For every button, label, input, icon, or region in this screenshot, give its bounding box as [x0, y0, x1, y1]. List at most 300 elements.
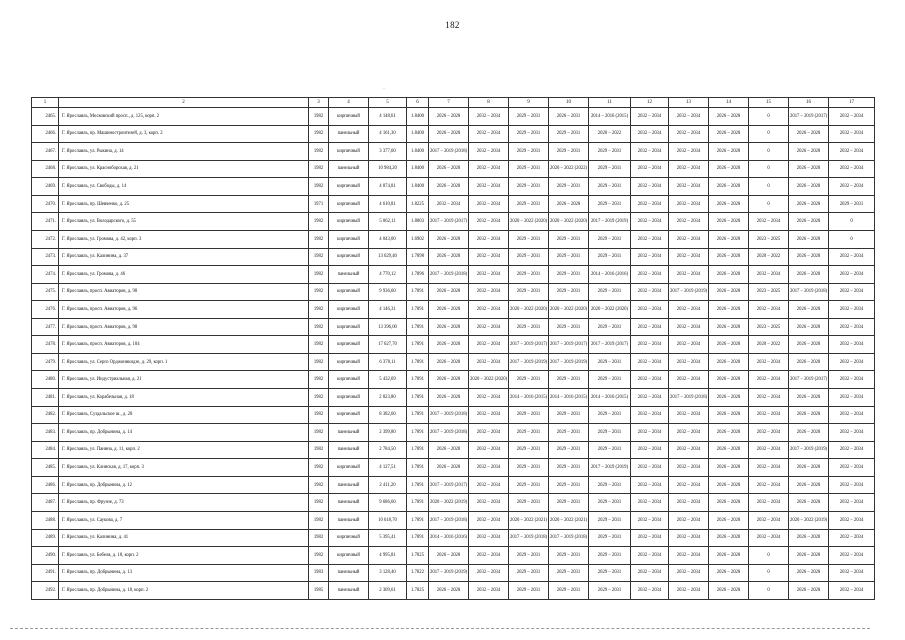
table-cell: 2032 – 2034 [469, 301, 509, 319]
table-cell: 2029 – 2031 [509, 441, 549, 459]
table-cell: 0 [749, 125, 789, 143]
table-cell: 2032 – 2034 [469, 283, 509, 301]
table-cell: 2026 – 2028 [709, 529, 749, 547]
table-cell: панельный [329, 424, 369, 442]
table-cell: кирпичный [329, 195, 369, 213]
table-cell: 2026 – 2028 [429, 336, 469, 354]
table-cell: 2020 – 2022 (2021) [509, 511, 549, 529]
table-cell: панельный [329, 125, 369, 143]
table-cell: 2029 – 2031 [589, 582, 631, 600]
table-cell: 2029 – 2031 [549, 494, 589, 512]
table-cell: 2032 – 2034 [469, 459, 509, 477]
table-row [32, 301, 875, 319]
table-cell: 2029 – 2031 [509, 371, 549, 389]
stray-mark: · [383, 86, 385, 92]
row-number: 2475. [32, 283, 59, 301]
table-cell: панельный [329, 511, 369, 529]
table-cell: 2032 – 2034 [829, 564, 875, 582]
header-cell: 17 [829, 98, 875, 108]
table-cell: 2026 – 2028 [709, 108, 749, 126]
table-cell: 4 874,81 [369, 178, 407, 196]
table-cell: 2032 – 2034 [631, 318, 669, 336]
table-row [32, 511, 875, 529]
header-cell: 14 [709, 98, 749, 108]
table-cell: 0 [749, 108, 789, 126]
table-cell: 2032 – 2034 [669, 494, 709, 512]
table-cell: 2014 – 2016 (2016) [429, 529, 469, 547]
table-cell: 2032 – 2034 [469, 125, 509, 143]
table-cell: 2017 – 2019 (2017) [789, 108, 829, 126]
table-row [32, 195, 875, 213]
table-cell: 2032 – 2034 [829, 178, 875, 196]
table-cell: 2032 – 2034 [669, 336, 709, 354]
table-cell: 2026 – 2028 [709, 248, 749, 266]
table-cell: 2026 – 2028 [709, 371, 749, 389]
table-cell: 0 [749, 160, 789, 178]
table-cell: кирпичный [329, 353, 369, 371]
table-cell: 2020 – 2022 [589, 125, 631, 143]
table-cell: 2026 – 2028 [789, 494, 829, 512]
table-cell: 2032 – 2034 [631, 160, 669, 178]
table-row [32, 547, 875, 565]
table-cell: 1982 [309, 371, 329, 389]
table-cell: 1982 [309, 547, 329, 565]
table-cell: 1982 [309, 143, 329, 161]
address-cell: Г. Ярославль, Московский просп., д. 125, корп. 2 [59, 108, 309, 126]
table-row [32, 459, 875, 477]
row-number: 2490. [32, 547, 59, 565]
table-cell: 2029 – 2031 [589, 160, 631, 178]
table-row [32, 143, 875, 161]
table-cell: 2017 – 2019 (2019) [429, 564, 469, 582]
table-cell: 2026 – 2028 [709, 301, 749, 319]
table-cell: 2029 – 2031 [549, 424, 589, 442]
table-cell: 2029 – 2031 [509, 108, 549, 126]
table-cell: 0 [749, 582, 789, 600]
header-cell: 13 [669, 98, 709, 108]
table-cell: 2032 – 2034 [749, 406, 789, 424]
table-cell: 1.8400 [407, 178, 429, 196]
table-cell: 2026 – 2028 [789, 178, 829, 196]
table-cell: 2032 – 2034 [631, 301, 669, 319]
table-cell: 2014 – 2016 (2016) [589, 266, 631, 284]
table-row [32, 248, 875, 266]
table-cell: 2032 – 2034 [829, 511, 875, 529]
header-cell: 16 [789, 98, 829, 108]
table-row [32, 582, 875, 600]
table-cell: 2020 – 2022 (2020) [509, 301, 549, 319]
table-cell: 2026 – 2028 [789, 424, 829, 442]
table-cell: 2026 – 2028 [789, 266, 829, 284]
table-cell: 2032 – 2034 [749, 266, 789, 284]
row-number: 2471. [32, 213, 59, 231]
table-cell: кирпичный [329, 178, 369, 196]
table-cell: кирпичный [329, 283, 369, 301]
table-cell: 2032 – 2034 [829, 336, 875, 354]
table-cell: 1.7891 [407, 511, 429, 529]
table-cell: 2032 – 2034 [669, 582, 709, 600]
address-cell: Г. Ярославль, ул. Бебеля, д. 18, корп. 2 [59, 547, 309, 565]
table-cell: 1.8003 [407, 213, 429, 231]
table-cell: 2032 – 2034 [749, 371, 789, 389]
table-cell: 10 984,20 [369, 160, 407, 178]
table-cell: 2026 – 2028 [789, 213, 829, 231]
table-cell: 2026 – 2028 [429, 371, 469, 389]
table-cell: 2020 – 2022 (2020) [589, 301, 631, 319]
table-cell: 9 686,60 [369, 494, 407, 512]
table-cell: 2029 – 2031 [509, 160, 549, 178]
table-cell: 2026 – 2028 [789, 529, 829, 547]
table-cell: 2032 – 2034 [469, 476, 509, 494]
address-cell: Г. Ярославль, ул. Красноборская, д. 21 [59, 160, 309, 178]
table-cell: 2020 – 2022 (2020) [549, 301, 589, 319]
table-cell: 2026 – 2028 [429, 160, 469, 178]
table-cell: 1.7891 [407, 441, 429, 459]
table-row [32, 125, 875, 143]
register-table [31, 97, 875, 600]
table-cell: 1.7891 [407, 529, 429, 547]
table-row [32, 108, 875, 126]
table-cell: 2032 – 2034 [669, 406, 709, 424]
table-cell: 0 [829, 230, 875, 248]
table-cell: 1.7891 [407, 318, 429, 336]
header-cell: 1 [32, 98, 59, 108]
address-cell: Г. Ярославль, ул. Саукова, д. 7 [59, 511, 309, 529]
table-cell: 2017 – 2019 (2017) [509, 336, 549, 354]
table-row [32, 476, 875, 494]
table-cell: 1971 [309, 195, 329, 213]
table-cell: 2032 – 2034 [829, 266, 875, 284]
table-cell: 2029 – 2031 [549, 582, 589, 600]
table-cell: 2032 – 2034 [631, 476, 669, 494]
table-cell: 1.8400 [407, 125, 429, 143]
address-cell: Г. Ярославль, ул. Панина, д. 11, корп. 2 [59, 441, 309, 459]
table-cell: 2020 – 2022 (2020) [549, 213, 589, 231]
table-cell: 2032 – 2034 [631, 582, 669, 600]
table-cell: 2032 – 2034 [631, 336, 669, 354]
address-cell: Г. Ярославль, просп. Авиаторов, д. 104 [59, 336, 309, 354]
table-cell: 2032 – 2034 [631, 248, 669, 266]
table-cell: 2032 – 2034 [749, 529, 789, 547]
table-cell: 2032 – 2034 [669, 160, 709, 178]
header-cell: 10 [549, 98, 589, 108]
table-cell: 2017 – 2019 (2019) [669, 283, 709, 301]
row-number: 2483. [32, 424, 59, 442]
table-cell: 2032 – 2034 [669, 195, 709, 213]
table-cell: 1982 [309, 160, 329, 178]
address-cell: Г. Ярославль, пр. Добрынина, д. 14 [59, 424, 309, 442]
table-cell: 2032 – 2034 [829, 494, 875, 512]
table-cell: 2032 – 2034 [631, 230, 669, 248]
table-cell: 1982 [309, 108, 329, 126]
table-cell: 2029 – 2031 [589, 283, 631, 301]
table-cell: 2032 – 2034 [669, 547, 709, 565]
table-cell: 2032 – 2034 [469, 336, 509, 354]
table-cell: 1.7891 [407, 459, 429, 477]
table-cell: 4 146,31 [369, 301, 407, 319]
address-cell: Г. Ярославль, пр. Добрынина, д. 13 [59, 564, 309, 582]
table-cell: 2 411,20 [369, 476, 407, 494]
table-cell: 2017 – 2019 (2017) [589, 336, 631, 354]
table-cell: кирпичный [329, 371, 369, 389]
address-cell: Г. Ярославль, просп. Авиаторов, д. 96 [59, 301, 309, 319]
table-cell: кирпичный [329, 459, 369, 477]
table-cell: 2029 – 2031 [589, 195, 631, 213]
table-cell: 2032 – 2034 [669, 125, 709, 143]
table-cell: 0 [749, 564, 789, 582]
table-cell: 2032 – 2034 [669, 441, 709, 459]
table-cell: 2032 – 2034 [749, 476, 789, 494]
table-cell: 2032 – 2034 [669, 301, 709, 319]
row-number: 2472. [32, 230, 59, 248]
table-cell: 2029 – 2031 [589, 564, 631, 582]
table-cell: 2026 – 2028 [709, 195, 749, 213]
table-cell: 1982 [309, 529, 329, 547]
table-cell: 1982 [309, 125, 329, 143]
page-edge-rule [10, 628, 870, 629]
table-cell: 2014 – 2016 (2015) [589, 389, 631, 407]
address-cell: Г. Ярославль, ул. Серго Орджоникидзе, д. 29, корп. 1 [59, 353, 309, 371]
table-cell: 2014 – 2016 (2015) [549, 389, 589, 407]
table-cell: 2026 – 2028 [709, 178, 749, 196]
table-cell: 2032 – 2034 [829, 283, 875, 301]
table-cell: 2032 – 2034 [469, 441, 509, 459]
table-cell: 2032 – 2034 [669, 371, 709, 389]
row-number: 2474. [32, 266, 59, 284]
table-cell: 1.8225 [407, 195, 429, 213]
header-cell: 4 [329, 98, 369, 108]
table-cell: 9 936,60 [369, 283, 407, 301]
table-cell: 2026 – 2028 [709, 336, 749, 354]
table-cell: 2029 – 2031 [589, 547, 631, 565]
table-row [32, 160, 875, 178]
table-cell: 2032 – 2034 [829, 125, 875, 143]
table-row [32, 336, 875, 354]
table-cell: 1.7822 [407, 564, 429, 582]
address-cell: Г. Ярославль, ул. Индустриальная, д. 21 [59, 371, 309, 389]
table-cell: 2026 – 2028 [709, 318, 749, 336]
address-cell: Г. Ярославль, пр. Шевченко, д. 25 [59, 195, 309, 213]
table-cell: 1.7891 [407, 406, 429, 424]
table-cell: 2026 – 2028 [709, 564, 749, 582]
table-cell: 2023 – 2025 [749, 283, 789, 301]
table-cell: 2029 – 2031 [589, 511, 631, 529]
table-cell: 2032 – 2034 [469, 143, 509, 161]
address-cell: Г. Ярославль, ул. Корабельная, д. 18 [59, 389, 309, 407]
table-cell: 1.7896 [407, 266, 429, 284]
table-cell: 2032 – 2034 [829, 108, 875, 126]
table-cell: 2029 – 2031 [549, 248, 589, 266]
table-cell: 2032 – 2034 [829, 389, 875, 407]
table-row [32, 283, 875, 301]
table-cell: 2029 – 2031 [829, 195, 875, 213]
row-number: 2476. [32, 301, 59, 319]
table-cell: 2026 – 2028 [709, 160, 749, 178]
row-number: 2488. [32, 511, 59, 529]
table-row [32, 424, 875, 442]
table-cell: 2032 – 2034 [749, 353, 789, 371]
table-cell: 2026 – 2028 [429, 301, 469, 319]
table-cell: 1982 [309, 213, 329, 231]
table-cell: 2032 – 2034 [669, 266, 709, 284]
table-cell: 6 378,11 [369, 353, 407, 371]
table-cell: 2026 – 2028 [709, 459, 749, 477]
table-cell: 2032 – 2034 [829, 529, 875, 547]
table-cell: 2029 – 2031 [549, 547, 589, 565]
table-cell: 2029 – 2031 [589, 353, 631, 371]
table-cell: 2026 – 2028 [429, 108, 469, 126]
table-cell: 2029 – 2031 [589, 248, 631, 266]
table-cell: 2029 – 2031 [549, 230, 589, 248]
table-cell: 2032 – 2034 [669, 511, 709, 529]
table-cell: 2029 – 2031 [549, 178, 589, 196]
table-cell: 2032 – 2034 [631, 283, 669, 301]
table-cell: 2032 – 2034 [469, 318, 509, 336]
address-cell: Г. Ярославль, ул. Клинская, д. 17, корп. 3 [59, 459, 309, 477]
table-cell: 2026 – 2028 [709, 213, 749, 231]
address-cell: Г. Ярославль, пр. Машиностроителей, д. 3, корп. 2 [59, 125, 309, 143]
table-cell: 2032 – 2034 [469, 178, 509, 196]
table-cell: 1.7891 [407, 371, 429, 389]
table-cell: 2032 – 2034 [631, 511, 669, 529]
table-cell: 2020 – 2022 [749, 336, 789, 354]
table-cell: 4 995,81 [369, 547, 407, 565]
table-cell: 3 128,40 [369, 564, 407, 582]
table-cell: 2026 – 2028 [429, 178, 469, 196]
table-cell: 2026 – 2028 [789, 318, 829, 336]
table-cell: 4 161,30 [369, 125, 407, 143]
table-cell: 2032 – 2034 [829, 301, 875, 319]
table-cell: 2026 – 2028 [429, 248, 469, 266]
table-cell: 2020 – 2022 (2022) [549, 160, 589, 178]
table-row [32, 529, 875, 547]
table-row [32, 389, 875, 407]
table-cell: 2032 – 2034 [469, 213, 509, 231]
table-cell: 2032 – 2034 [669, 230, 709, 248]
table-cell: 2032 – 2034 [829, 160, 875, 178]
table-cell: 2032 – 2034 [829, 143, 875, 161]
table-cell: 10 618,70 [369, 511, 407, 529]
table-cell: 2032 – 2034 [469, 511, 509, 529]
address-cell: Г. Ярославль, просп. Авиаторов, д. 98 [59, 318, 309, 336]
address-cell: Г. Ярославль, ул. Калинина, д. 37 [59, 248, 309, 266]
table-cell: 2026 – 2028 [429, 318, 469, 336]
table-cell: 2032 – 2034 [749, 389, 789, 407]
row-number: 2492. [32, 582, 59, 600]
table-cell: 2026 – 2028 [789, 160, 829, 178]
table-cell: 2026 – 2028 [709, 389, 749, 407]
table-cell: 2032 – 2034 [669, 143, 709, 161]
table-cell: 2032 – 2034 [469, 547, 509, 565]
table-cell: 1.7891 [407, 336, 429, 354]
table-cell: 2026 – 2028 [429, 582, 469, 600]
table-cell: 2032 – 2034 [631, 547, 669, 565]
table-cell: 2032 – 2034 [631, 424, 669, 442]
table-cell: 2032 – 2034 [469, 582, 509, 600]
header-cell: 8 [469, 98, 509, 108]
table-cell: 1982 [309, 248, 329, 266]
table-cell: 1.7891 [407, 283, 429, 301]
table-cell: 2032 – 2034 [469, 160, 509, 178]
table-cell: 2029 – 2031 [549, 143, 589, 161]
table-cell: 2029 – 2031 [509, 143, 549, 161]
table-cell: 2029 – 2031 [589, 371, 631, 389]
address-cell: Г. Ярославль, ул. Калинина, д. 41 [59, 529, 309, 547]
table-row [32, 564, 875, 582]
table-cell: 2017 – 2019 (2017) [549, 336, 589, 354]
table-cell: 2032 – 2034 [631, 125, 669, 143]
table-cell: 1982 [309, 353, 329, 371]
table-cell: 2017 – 2019 (2018) [549, 529, 589, 547]
table-cell: 2026 – 2028 [709, 441, 749, 459]
table-cell: 2029 – 2031 [589, 143, 631, 161]
table-cell: 2032 – 2034 [631, 494, 669, 512]
table-cell: 2032 – 2034 [631, 108, 669, 126]
table-cell: 2032 – 2034 [749, 424, 789, 442]
table-cell: 2032 – 2034 [631, 389, 669, 407]
table-cell: 1.8400 [407, 143, 429, 161]
table-cell: 0 [749, 178, 789, 196]
table-cell: панельный [329, 441, 369, 459]
table-cell: 2032 – 2034 [749, 494, 789, 512]
address-cell: Г. Ярославль, ул. Володарского, д. 55 [59, 213, 309, 231]
table-cell: 2026 – 2028 [709, 230, 749, 248]
address-cell: Г. Ярославль, пр. Добрынина, д. 12 [59, 476, 309, 494]
table-cell: 2020 – 2022 (2021) [549, 511, 589, 529]
table-cell: 1.6902 [407, 230, 429, 248]
table-cell: панельный [329, 582, 369, 600]
header-row [32, 98, 875, 108]
table-cell: 2029 – 2031 [509, 178, 549, 196]
header-cell: 3 [309, 98, 329, 108]
table-cell: 2026 – 2028 [789, 547, 829, 565]
table-cell: 2029 – 2031 [549, 318, 589, 336]
row-number: 2485. [32, 459, 59, 477]
table-cell: 2017 – 2019 (2019) [549, 353, 589, 371]
table-cell: 1982 [309, 266, 329, 284]
table-cell: 2 823,80 [369, 389, 407, 407]
table-cell: 2032 – 2034 [469, 389, 509, 407]
table-cell: 2017 – 2019 (2019) [589, 459, 631, 477]
table-cell: 1982 [309, 301, 329, 319]
table-cell: 2026 – 2028 [709, 283, 749, 301]
header-cell: 6 [407, 98, 429, 108]
table-cell: 1982 [309, 476, 329, 494]
table-cell: 1985 [309, 582, 329, 600]
table-cell: 2017 – 2019 (2018) [429, 424, 469, 442]
table-cell: 2032 – 2034 [669, 564, 709, 582]
table-cell: 1.7891 [407, 476, 429, 494]
table-cell: 2017 – 2019 (2017) [429, 213, 469, 231]
table-cell: 0 [829, 213, 875, 231]
table-cell: 2029 – 2031 [589, 529, 631, 547]
header-cell: 2 [59, 98, 309, 108]
table-cell: 4 043,00 [369, 230, 407, 248]
table-cell: панельный [329, 266, 369, 284]
table-cell: 0 [749, 547, 789, 565]
table-cell: 2032 – 2034 [631, 266, 669, 284]
table-cell: 2032 – 2034 [829, 582, 875, 600]
table-cell: 2032 – 2034 [469, 406, 509, 424]
table-cell: 13 629,40 [369, 248, 407, 266]
address-cell: Г. Ярославль, ул. Рыкина, д. 14 [59, 143, 309, 161]
address-cell: Г. Ярославль, Суздальское ш., д. 28 [59, 406, 309, 424]
table-cell: 2032 – 2034 [469, 266, 509, 284]
row-number: 2481. [32, 389, 59, 407]
table-cell: 2032 – 2034 [469, 248, 509, 266]
table-cell: 2032 – 2034 [631, 529, 669, 547]
table-cell: 2029 – 2031 [509, 230, 549, 248]
